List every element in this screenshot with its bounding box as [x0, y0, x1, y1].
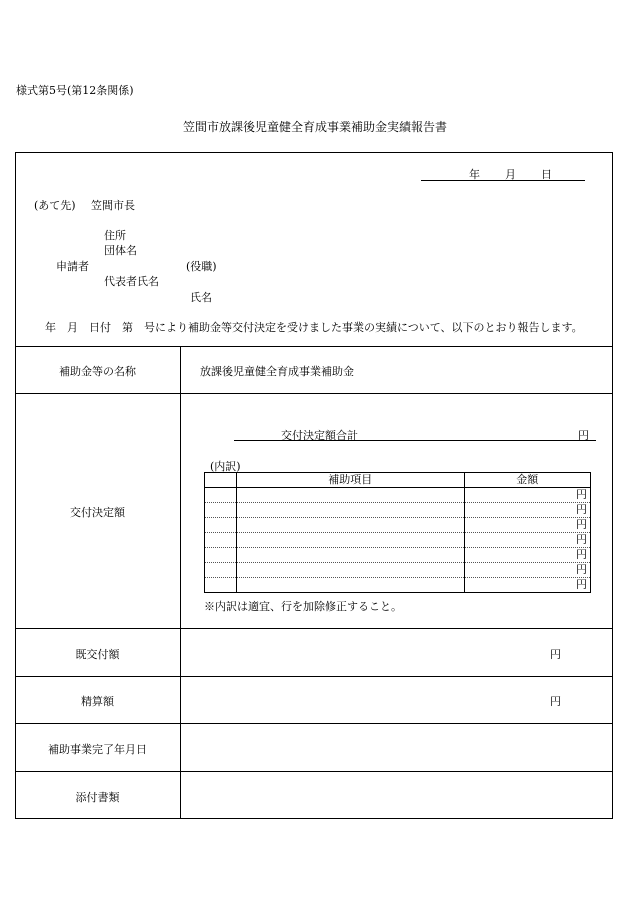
table-row — [205, 488, 591, 503]
grant-total-label: 交付決定額合計 — [281, 429, 358, 442]
applicant-name-label: 氏名 — [190, 291, 212, 304]
applicant-org-label: 団体名 — [104, 244, 137, 257]
breakdown-note: ※内訳は適宜、行を加除修正すること。 — [204, 600, 402, 613]
breakdown-table — [204, 472, 591, 593]
date-year-label: 年 — [469, 168, 480, 181]
subsidy-name-value: 放課後児童健全育成事業補助金 — [200, 365, 354, 378]
already-paid-label: 既交付額 — [75, 648, 120, 661]
breakdown-header-row — [205, 473, 591, 488]
divider — [15, 723, 613, 724]
table-row — [205, 533, 591, 548]
table-row — [205, 503, 591, 518]
breakdown-header-amount: 金額 — [464, 473, 590, 488]
table-row — [205, 518, 591, 533]
date-field[interactable] — [421, 166, 585, 181]
breakdown-amount-cell[interactable]: 円 — [464, 518, 590, 533]
subsidy-name-label: 補助金等の名称 — [59, 365, 136, 378]
breakdown-amount-cell[interactable]: 円 — [464, 488, 590, 503]
applicant-rep-label: 代表者氏名 — [104, 275, 159, 288]
breakdown-amount-cell[interactable]: 円 — [464, 578, 590, 593]
breakdown-amount-cell[interactable]: 円 — [464, 503, 590, 518]
table-row — [205, 563, 591, 578]
breakdown-header-no — [205, 473, 237, 488]
breakdown-no-cell[interactable] — [205, 488, 237, 503]
breakdown-amount-cell[interactable]: 円 — [464, 563, 590, 578]
grant-amount-label: 交付決定額 — [70, 506, 125, 519]
already-paid-yen: 円 — [550, 648, 561, 661]
table-row — [205, 548, 591, 563]
breakdown-no-cell[interactable] — [205, 563, 237, 578]
document-title: 笠間市放課後児童健全育成事業補助金実績報告書 — [182, 120, 447, 134]
breakdown-amount-cell[interactable]: 円 — [464, 548, 590, 563]
applicant-role-label: (役職) — [186, 260, 217, 273]
attachments-label: 添付書類 — [75, 791, 120, 804]
settlement-yen: 円 — [550, 695, 561, 708]
breakdown-no-cell[interactable] — [205, 578, 237, 593]
applicant-address-label: 住所 — [104, 229, 126, 242]
grant-total-yen: 円 — [578, 429, 589, 442]
addressee-name: 笠間市長 — [91, 199, 135, 212]
column-divider — [180, 346, 181, 818]
breakdown-item-cell[interactable] — [236, 503, 464, 518]
breakdown-item-cell[interactable] — [236, 518, 464, 533]
divider — [15, 771, 613, 772]
breakdown-no-cell[interactable] — [205, 503, 237, 518]
settlement-label: 精算額 — [81, 695, 114, 708]
table-row — [205, 578, 591, 593]
completion-date-label: 補助事業完了年月日 — [48, 743, 147, 756]
breakdown-item-cell[interactable] — [236, 548, 464, 563]
divider — [15, 628, 613, 629]
addressee-prefix: (あて先) — [34, 199, 76, 212]
breakdown-label: (内訳) — [210, 460, 241, 473]
form-number-label: 様式第5号(第12条関係) — [16, 84, 134, 97]
breakdown-no-cell[interactable] — [205, 518, 237, 533]
divider — [15, 346, 613, 347]
applicant-label: 申請者 — [56, 260, 89, 273]
report-statement: 年 月 日付 第 号により補助金等交付決定を受けました事業の実績について、以下のとおり報告します。 — [45, 321, 583, 334]
breakdown-item-cell[interactable] — [236, 563, 464, 578]
breakdown-header-item: 補助項目 — [236, 473, 464, 488]
breakdown-item-cell[interactable] — [236, 488, 464, 503]
grant-total-field[interactable] — [234, 427, 596, 441]
breakdown-item-cell[interactable] — [236, 533, 464, 548]
date-month-label: 月 — [505, 168, 516, 181]
breakdown-no-cell[interactable] — [205, 533, 237, 548]
divider — [15, 393, 613, 394]
breakdown-item-cell[interactable] — [236, 578, 464, 593]
breakdown-amount-cell[interactable]: 円 — [464, 533, 590, 548]
breakdown-no-cell[interactable] — [205, 548, 237, 563]
divider — [15, 676, 613, 677]
date-day-label: 日 — [541, 168, 552, 181]
